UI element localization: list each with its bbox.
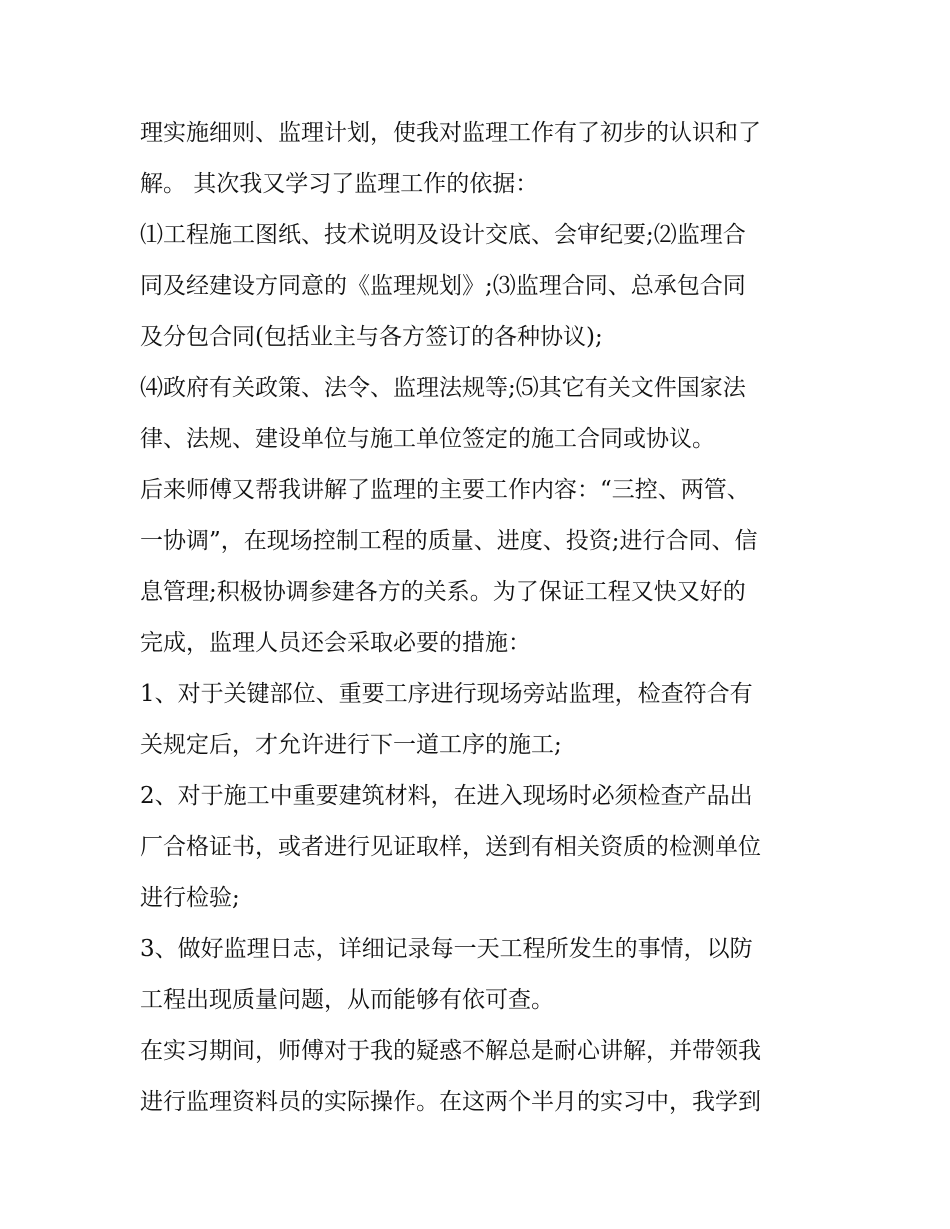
body-text: [140, 108, 840, 1128]
text-line: 3、做好监理日志，详细记录每一天工程所发生的事情，以防: [140, 936, 753, 962]
text-line: 工程出现质量问题，从而能够有依可查。: [140, 987, 554, 1013]
text-line: 律、法规、建设单位与施工单位签定的施工合同或协议。: [140, 426, 715, 452]
text-line: 同及经建设方同意的《监理规划》;⑶监理合同、总承包合同: [140, 273, 746, 299]
text-line: 一协调”，在现场控制工程的质量、进度、投资;进行合同、信: [140, 528, 758, 554]
text-line: 2、对于施工中重要建筑材料，在进入现场时必须检查产品出: [140, 783, 753, 809]
text-line: ⑷政府有关政策、法令、监理法规等;⑸其它有关文件国家法: [140, 375, 746, 401]
text-line: 完成，监理人员还会采取必要的措施：: [140, 630, 531, 656]
text-line: 进行检验;: [140, 885, 240, 911]
text-line: 关规定后，才允许进行下一道工序的施工;: [140, 732, 562, 758]
text-line: 厂合格证书，或者进行见证取样，送到有相关资质的检测单位: [140, 834, 761, 860]
text-line: 解。 其次我又学习了监理工作的依据：: [140, 171, 539, 197]
text-line: 后来师傅又帮我讲解了监理的主要工作内容：“三控、两管、: [140, 477, 750, 503]
text-line: 理实施细则、监理计划，使我对监理工作有了初步的认识和了: [140, 120, 761, 146]
text-line: 在实习期间，师傅对于我的疑惑不解总是耐心讲解，并带领我: [140, 1038, 761, 1064]
text-line: ⑴工程施工图纸、技术说明及设计交底、会审纪要;⑵监理合: [140, 222, 746, 248]
text-line: 息管理;积极协调参建各方的关系。为了保证工程又快又好的: [140, 579, 746, 605]
text-line: 及分包合同(包括业主与各方签订的各种协议);: [140, 324, 603, 350]
text-line: 1、对于关键部位、重要工序进行现场旁站监理，检查符合有: [140, 681, 753, 707]
text-line: 进行监理资料员的实际操作。在这两个半月的实习中，我学到: [140, 1089, 761, 1115]
